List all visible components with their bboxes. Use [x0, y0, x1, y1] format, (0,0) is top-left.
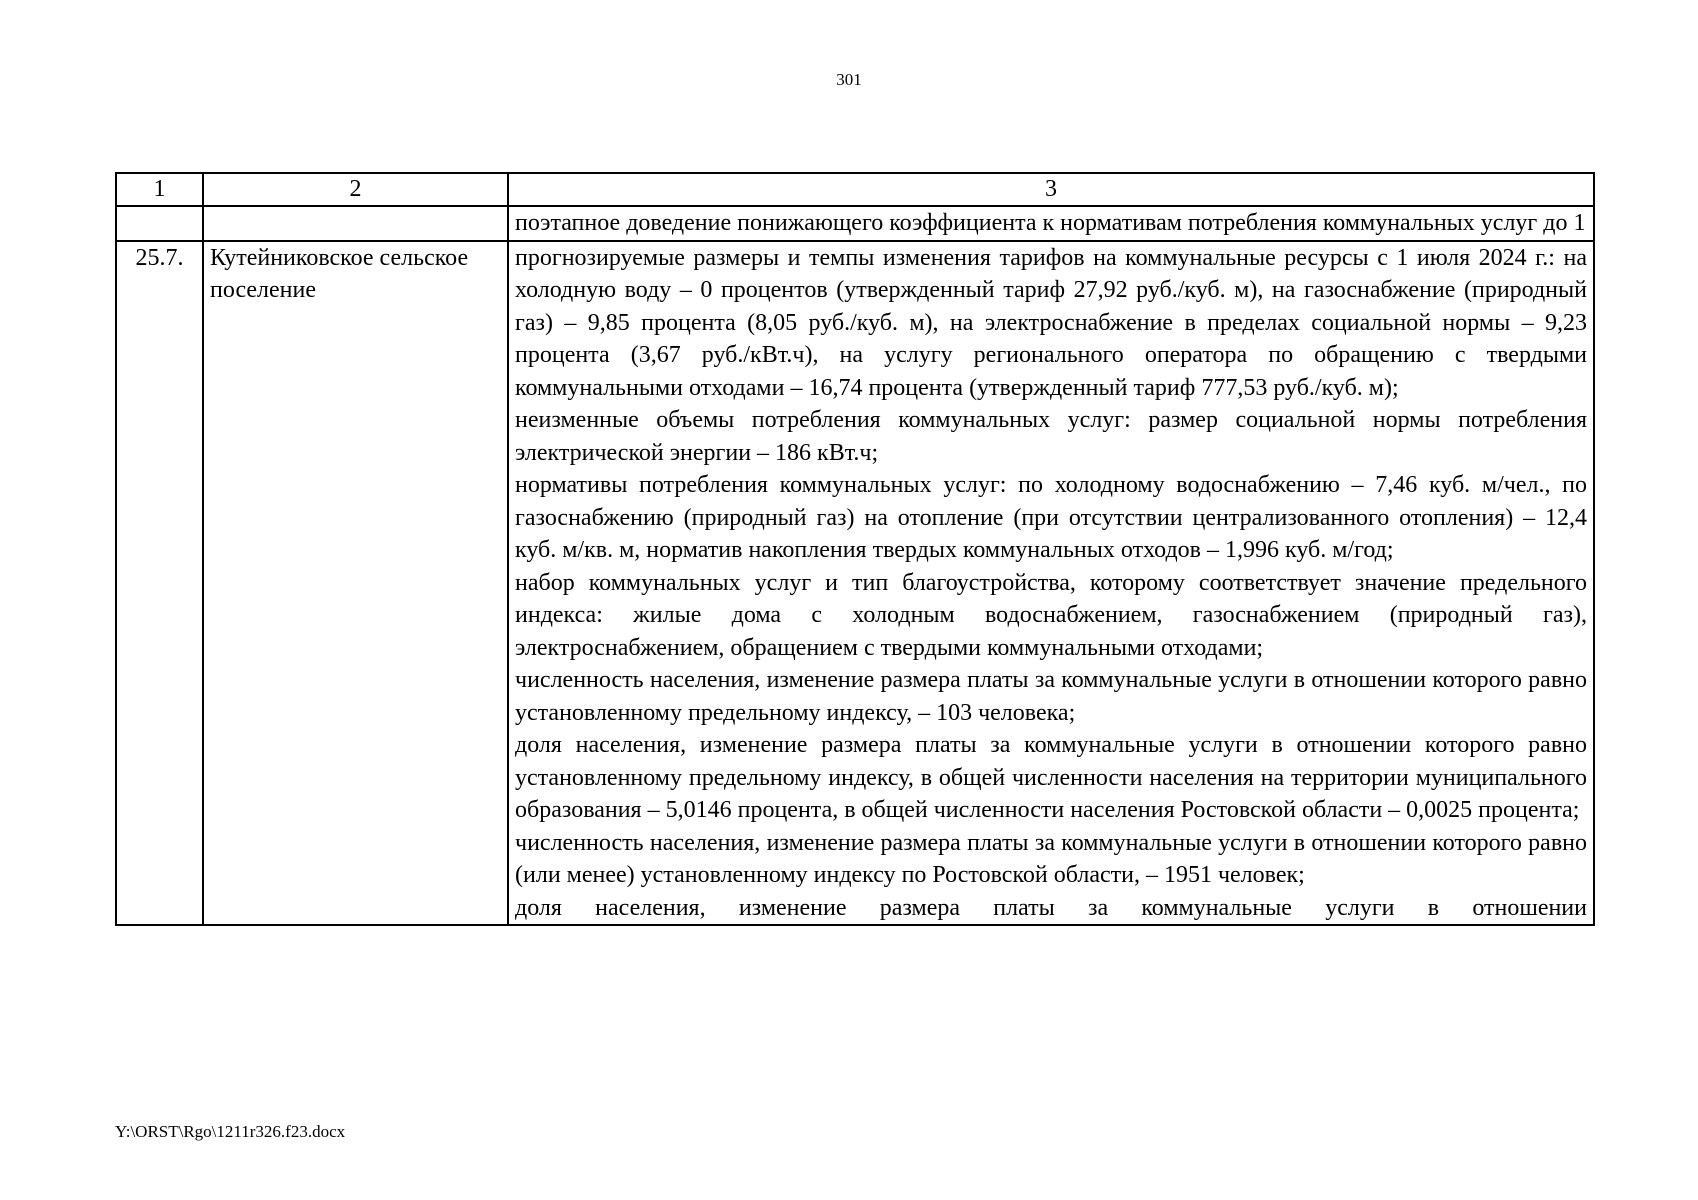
paragraph: численность населения, изменение размера платы за коммунальные услуги в отношении которого равно установленному предельному индексу, – 103 человека; [515, 667, 1587, 726]
paragraph: численность населения, изменение размера платы за коммунальные услуги в отношении которого равно (или менее) установленному индексу по Ростовской области, – 1951 человек; [515, 829, 1587, 888]
row-name-cell: Кутейниковское сельское поселение [203, 241, 508, 926]
paragraph: доля населения, изменение размера платы за коммунальные услуги в отношении [515, 894, 1587, 921]
row-text-cell [508, 241, 1594, 926]
header-cell-1: 1 [116, 173, 203, 206]
document-table [115, 172, 1595, 926]
row-text-cell [508, 206, 1594, 241]
paragraph: неизменные объемы потребления коммунальных услуг: размер социальной нормы потребления электрической энергии – 186 кВт.ч; [515, 407, 1587, 466]
row-number-cell: 25.7. [116, 241, 203, 926]
row-number-cell [116, 206, 203, 241]
row-name-cell [203, 206, 508, 241]
paragraph: набор коммунальных услуг и тип благоустройства, которому соответствует значение предельного индекса: жилые дома с холодным водоснабжением, газоснабжением (природный газ), электроснабжением, обращением с твердыми коммунальными отходами; [515, 569, 1587, 661]
paragraph: доля населения, изменение размера платы за коммунальные услуги в отношении которого равно установленному предельному индексу, в общей численности населения на территории муниципального образования – 5,0146 процента, в общей численности населения Ростовской области – 0,0025 процента; [515, 732, 1587, 823]
paragraph: прогнозируемые размеры и темпы изменения тарифов на коммунальные ресурсы с 1 июля 2024 г.: на холодную воду – 0 процентов (утвержденный тариф 27,92 руб./куб. м), на газоснабжение (природный газ) – 9,85 процента (8,05 руб./куб. м), на электроснабжение в пределах социальной нормы – 9,23 процента (3,67 руб./кВт.ч), на услугу регионального оператора по обращению с твердыми коммунальными отходами – 16,74 процента (утвержденный тариф 777,53 руб./куб. м); [515, 244, 1587, 401]
footer-file-path: Y:\ORST\Rgo\1211r326.f23.docx [115, 1122, 346, 1141]
paragraph: поэтапное доведение понижающего коэффициента к нормативам потребления коммунальных услуг до 1 [515, 210, 1586, 236]
header-cell-3: 3 [508, 173, 1594, 206]
header-cell-2: 2 [203, 173, 508, 206]
table-row-25-7 [116, 241, 1594, 926]
page-number: 301 [836, 70, 862, 89]
table-row-continuation [116, 206, 1594, 241]
table-header-row [116, 173, 1594, 206]
paragraph: нормативы потребления коммунальных услуг: по холодному водоснабжению – 7,46 куб. м/чел., по газоснабжению (природный газ) на отопление (при отсутствии централизованного отопления) – 12,4 куб. м/кв. м, норматив накопления твердых коммунальных отходов – 1,996 куб. м/год; [515, 472, 1587, 563]
